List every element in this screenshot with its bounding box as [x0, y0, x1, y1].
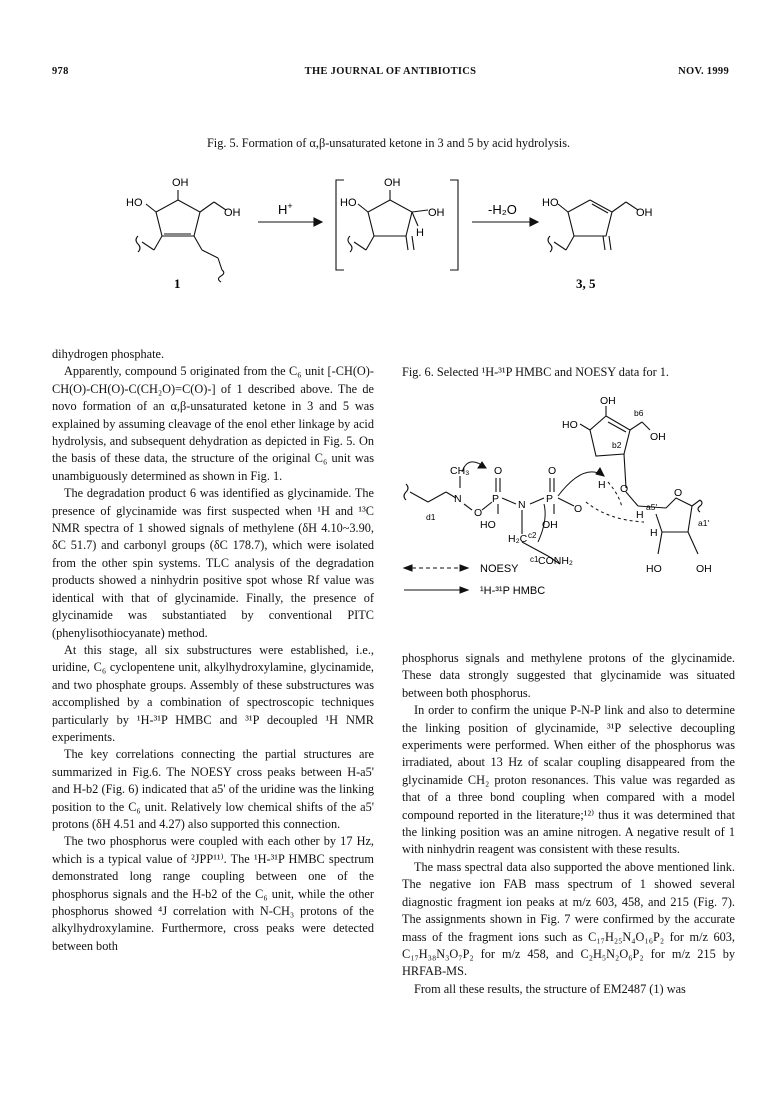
compound-1-label: 1	[174, 276, 181, 290]
legend-noesy-line	[404, 565, 468, 571]
fig6-p-1: P	[492, 493, 500, 505]
fig6-caption-text: Selected ¹H-³¹P HMBC and NOESY data for 1.	[436, 365, 669, 379]
fig6-oh-sugar: OH	[696, 563, 712, 575]
fig6-o-2: O	[548, 465, 557, 477]
fig6-o-1: O	[494, 465, 503, 477]
paragraph: From all these results, the structure of EM2487 (1) was	[414, 981, 686, 996]
intermediate-oh-top: OH	[384, 177, 401, 189]
fig6-ho-p1: HO	[480, 519, 496, 531]
paragraph: phosphorus signals and methylene protons of the glycinamide. These data strongly suggested that glycinamide was situated between both phosphorus.	[402, 651, 735, 700]
fig5-caption	[0, 136, 777, 151]
fig6-o-3: O	[474, 507, 483, 519]
fig6-o-ring: O	[674, 487, 683, 499]
fig6-ho-sugar: HO	[646, 563, 662, 575]
compound-35-ho: HO	[542, 197, 559, 209]
paragraph: The mass spectral data also supported the above mentioned link. The negative ion FAB mass spectrum of 1 showed several diagnostic fragment ion peaks at m/z 603, 458, and 215 (Fig. 7). The assignments shown in Fig. 7 were confirmed by the accurate mass of the fragment ions such as C₁₇H₂₅N₄O₁₆P₂ for m/z 603, C₁₇H₃₈N₃O₇P₂ for m/z 458, and C₂H₅N₂O₆P₂ for m/z 215 by HRFAB-MS.	[402, 859, 735, 979]
arrow-2	[472, 218, 538, 226]
arrow-1	[258, 218, 322, 226]
issue-date: NOV. 1999	[678, 66, 729, 77]
compound-1-structure	[136, 190, 226, 282]
fig6-ch3: CH₃	[450, 465, 470, 477]
fig6-d1: d1	[426, 512, 436, 522]
compound-1-oh-right: OH	[224, 207, 241, 219]
fig6-h-1: H	[598, 479, 606, 491]
intermediate-structure	[348, 190, 428, 252]
fig6-h-2: H	[650, 527, 658, 539]
fig6-oh-top: OH	[600, 395, 616, 407]
paragraph: The two phosphorus were coupled with each other by 17 Hz, which is a typical value of ²JPP¹¹⁾. The ¹H-³¹P HMBC spectrum demonstrated long range coupling between one of the phosphorus signals and the H-b2 of the C₆ unit, while the other phosphorus showed ⁴J correlation with N-CH₃ protons of the alkylhydroxylamine. Furthermore, cross peaks were detected between both	[52, 834, 374, 953]
page-number: 978	[52, 66, 69, 77]
fig6-a5: a5'	[646, 502, 658, 512]
fig6-h2c: H₂C	[508, 533, 528, 545]
fig6-c1: c1	[530, 555, 539, 564]
legend-hmbc-line	[404, 587, 468, 593]
intermediate-ho: HO	[340, 197, 357, 209]
fig6-oh-right: OH	[650, 431, 666, 443]
reagent-water-loss: -H₂O	[488, 202, 517, 217]
fig5-caption-label: Fig. 5.	[206, 136, 239, 150]
compound-1-ho: HO	[126, 197, 143, 209]
fig6-structure-diagram	[398, 392, 748, 612]
fig6-ho: HO	[562, 419, 578, 431]
paragraph: The key correlations connecting the partial structures are summarized in Fig.6. The NOESY cross peaks between H-a5' and H-b2 (Fig. 6) indicated that a5' of the uridine was the linking position to the C₆ unit. Relatively low chemical shifts of the a5' protons (δH 4.51 and 4.27) also supported this connection.	[52, 747, 374, 831]
fig6-b2: b2	[612, 440, 622, 450]
fig6-o-5: O	[620, 483, 629, 495]
fig6-h-a5: H	[636, 509, 644, 521]
fig5-reaction-scheme	[118, 170, 678, 290]
right-text-column	[402, 650, 735, 998]
fig6-conh2: CONH₂	[538, 555, 573, 567]
journal-title: THE JOURNAL OF ANTIBIOTICS	[304, 66, 477, 77]
legend-hmbc-label: ¹H-³¹P HMBC	[480, 585, 546, 597]
fig6-b6: b6	[634, 408, 644, 418]
fig6-bonds	[404, 406, 702, 564]
legend-noesy-label: NOESY	[480, 563, 519, 575]
fig6-oh-p2: OH	[542, 519, 558, 531]
paragraph: Apparently, compound 5 originated from the C₆ unit [-CH(O)-CH(O)-CH(O)-C(CH₂O)=C(O)-] of 1 described above. The de novo formation of an α,β-unsaturated ketone in 3 and 5 was explained by assuming cleavage of the enol ether linkage by acid hydrolysis, and subsequent dehydration as depicted in Fig. 5. On the basis of these data, the structure of the original C₆ unit was unambiguously determined as shown in Fig. 1.	[52, 364, 374, 483]
fig6-o-4: O	[574, 503, 583, 515]
paragraph: The degradation product 6 was identified as glycinamide. The presence of glycinamide was first suspected when ¹H and ¹³C NMR spectra of 1 showed signals of methylene (δH 4.10~3.90, δC 51.7) and carbonyl groups (δC 178.7), which were isolated from the other spin systems. TLC analysis of the degradation products showed a ninhydrin positive spot whose Rf value was identical with that of glycinamide. Finally, the presence of glycinamide was substantiated by conventional PITC (phenylisothiocyanate) method.	[52, 486, 374, 640]
paragraph: dihydrogen phosphate.	[52, 347, 165, 361]
fig6-n-center: N	[518, 499, 526, 511]
reagent-proton: H+	[278, 201, 293, 217]
fig6-n-left: N	[454, 493, 462, 505]
fig6-a1: a1'	[698, 518, 710, 528]
intermediate-h: H	[416, 227, 424, 239]
fig6-c2: c2	[528, 531, 537, 540]
compound-35-label: 3, 5	[576, 276, 596, 290]
paragraph: In order to confirm the unique P-N-P link and also to determine the linking position of glycinamide, ³¹P selective decoupling experiments were performed. When either of the phosphorus was irradiated, about 13 Hz of scalar coupling disappeared from the glycinamide CH₂ proton resonances. This value was regarded as that of a three bond coupling when compared with a model compound reported in the literature;¹²⁾ thus it was determined that the linking position was an amine nitrogen. A negative result of 1 with ninhydrin reagent was consistent with these results.	[402, 703, 735, 857]
compound-1-oh-top: OH	[172, 177, 189, 189]
intermediate-oh-right: OH	[428, 207, 445, 219]
compound-35-structure	[548, 200, 638, 252]
fig5-caption-text: Formation of α,β-unsaturated ketone in 3 and 5 by acid hydrolysis.	[241, 136, 571, 150]
fig6-caption	[402, 364, 732, 381]
left-text-column	[52, 346, 374, 955]
fig6-p-2: P	[546, 493, 554, 505]
intermediate-brackets	[336, 180, 458, 270]
compound-35-oh: OH	[636, 207, 653, 219]
paragraph: At this stage, all six substructures were established, i.e., uridine, C₆ cyclopentene unit, alkylhydroxylamine, glycinamide, and two phosphate groups. Assembly of these substructures was accomplished by a combination of spectroscopic techniques particularly by ¹H-³¹P HMBC and ³¹P decoupled ¹H NMR experiments.	[52, 642, 374, 744]
fig6-caption-label: Fig. 6.	[402, 365, 434, 379]
running-header	[52, 66, 729, 82]
